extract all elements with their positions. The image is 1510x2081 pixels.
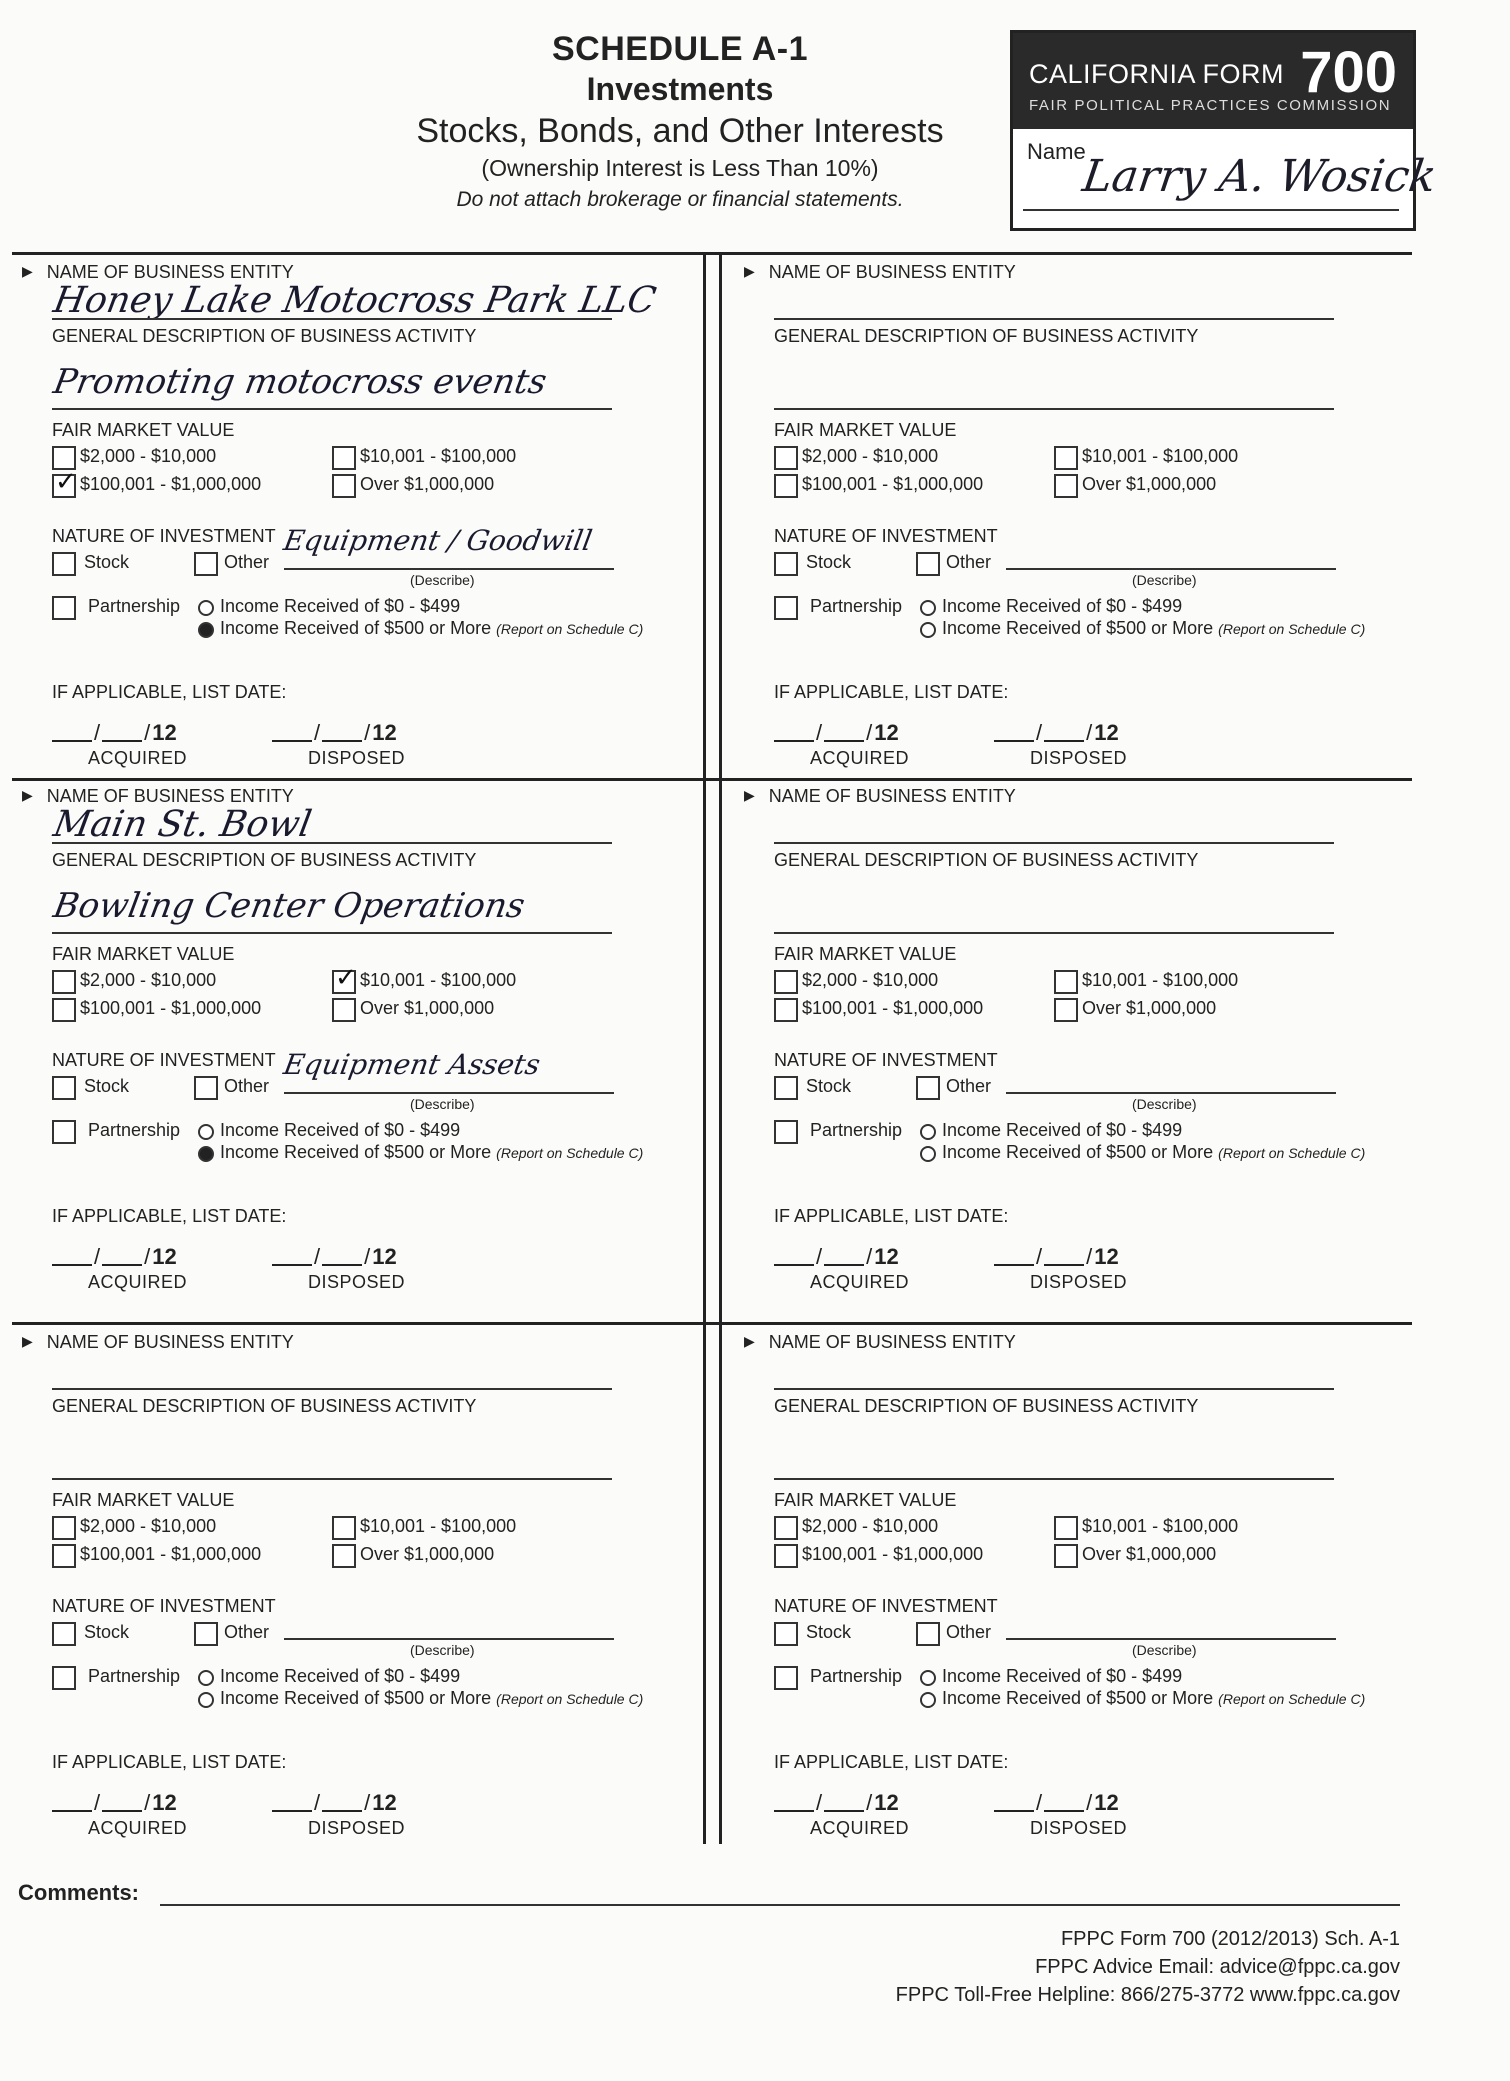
disposed-date-field[interactable]: / /12 xyxy=(994,720,1119,746)
nature-label: NATURE OF INVESTMENT xyxy=(774,1596,998,1616)
disposed-date-field[interactable]: / /12 xyxy=(994,1790,1119,1816)
income-high-label: Income Received of $500 or More (Report on Schedule C) xyxy=(220,1142,644,1162)
fmv-2000-checkbox[interactable] xyxy=(774,1516,798,1540)
partnership-label: Partnership xyxy=(810,1120,903,1140)
disposed-caption: DISPOSED xyxy=(308,1272,406,1292)
partnership-checkbox[interactable] xyxy=(52,1120,76,1144)
stock-label: Stock xyxy=(84,1622,130,1642)
partnership-checkbox[interactable] xyxy=(774,596,798,620)
other-label: Other xyxy=(224,552,270,572)
stock-checkbox[interactable] xyxy=(774,1622,798,1646)
arrow-icon: ▶ xyxy=(744,787,755,803)
acquired-caption: ACQUIRED xyxy=(810,1818,910,1838)
investment-section-1 xyxy=(22,262,682,782)
fmv-10001-checkbox[interactable] xyxy=(332,962,357,994)
acquired-date-field[interactable]: / /12 xyxy=(774,720,899,746)
fmv-label: FAIR MARKET VALUE xyxy=(774,944,957,964)
income-low-label: Income Received of $0 - $499 xyxy=(220,1666,461,1686)
fmv-label: FAIR MARKET VALUE xyxy=(52,1490,235,1510)
acquired-date-field[interactable]: / /12 xyxy=(774,1790,899,1816)
other-checkbox[interactable] xyxy=(194,552,218,576)
description-underline xyxy=(774,408,1334,410)
nature-label: NATURE OF INVESTMENT xyxy=(52,1050,276,1070)
income-low-label: Income Received of $0 - $499 xyxy=(942,1666,1183,1686)
fmv-over-1m-checkbox[interactable] xyxy=(332,1544,356,1568)
fmv-10001-label: $10,001 - $100,000 xyxy=(360,970,517,990)
description-label: GENERAL DESCRIPTION OF BUSINESS ACTIVITY xyxy=(774,326,1199,346)
fmv-100001-label: $100,001 - $1,000,000 xyxy=(802,474,984,494)
acquired-date-field[interactable]: / /12 xyxy=(52,720,177,746)
entity-label: ▶ NAME OF BUSINESS ENTITY xyxy=(22,786,294,806)
other-label: Other xyxy=(946,1076,992,1096)
other-checkbox[interactable] xyxy=(916,552,940,576)
nature-label: NATURE OF INVESTMENT xyxy=(52,526,276,546)
investment-section-5 xyxy=(22,1332,682,1852)
acquired-date-field[interactable]: / /12 xyxy=(52,1244,177,1270)
income-low-radio[interactable] xyxy=(198,1124,214,1140)
stock-checkbox[interactable] xyxy=(52,1622,76,1646)
description-label: GENERAL DESCRIPTION OF BUSINESS ACTIVITY xyxy=(774,850,1199,870)
list-date-label: IF APPLICABLE, LIST DATE: xyxy=(774,682,1009,702)
other-label: Other xyxy=(224,1076,270,1096)
entity-name-underline xyxy=(774,318,1334,320)
description-label: GENERAL DESCRIPTION OF BUSINESS ACTIVITY xyxy=(774,1396,1199,1416)
fmv-label: FAIR MARKET VALUE xyxy=(52,944,235,964)
commission-name: FAIR POLITICAL PRACTICES COMMISSION xyxy=(1029,97,1392,114)
disposed-caption: DISPOSED xyxy=(1030,1818,1128,1838)
income-high-radio[interactable] xyxy=(920,1146,936,1162)
fmv-100001-checkbox[interactable] xyxy=(52,1544,76,1568)
report-schedule-c-note: (Report on Schedule C) xyxy=(1218,1691,1366,1707)
arrow-icon: ▶ xyxy=(22,1333,33,1349)
fmv-100001-checkbox[interactable] xyxy=(774,474,798,498)
list-date-label: IF APPLICABLE, LIST DATE: xyxy=(52,1206,287,1226)
investment-section-3 xyxy=(22,786,682,1306)
describe-caption: (Describe) xyxy=(1132,1642,1197,1658)
entity-name-field[interactable]: Honey Lake Motocross Park LLC xyxy=(50,280,659,321)
fmv-10001-label: $10,001 - $100,000 xyxy=(360,1516,517,1536)
income-low-radio[interactable] xyxy=(198,600,214,616)
fmv-10001-checkbox[interactable] xyxy=(1054,970,1078,994)
other-checkbox[interactable] xyxy=(194,1622,218,1646)
fmv-100001-label: $100,001 - $1,000,000 xyxy=(802,998,984,1018)
income-low-radio[interactable] xyxy=(920,1670,936,1686)
acquired-date-field[interactable]: / /12 xyxy=(52,1790,177,1816)
other-checkbox[interactable] xyxy=(916,1622,940,1646)
acquired-caption: ACQUIRED xyxy=(810,1272,910,1292)
form-number: 700 xyxy=(1300,40,1397,105)
entity-name-field[interactable]: Main St. Bowl xyxy=(50,804,315,845)
income-low-label: Income Received of $0 - $499 xyxy=(942,1120,1183,1140)
check-mark-icon: ✓ xyxy=(335,962,357,992)
describe-caption: (Describe) xyxy=(1132,572,1197,588)
other-describe-underline xyxy=(284,1092,614,1094)
fmv-100001-label: $100,001 - $1,000,000 xyxy=(80,474,262,494)
fmv-2000-label: $2,000 - $10,000 xyxy=(80,970,217,990)
fmv-over-1m-checkbox[interactable] xyxy=(1054,474,1078,498)
investment-section-6 xyxy=(744,1332,1404,1852)
fmv-10001-checkbox[interactable] xyxy=(1054,446,1078,470)
report-schedule-c-note: (Report on Schedule C) xyxy=(496,621,644,637)
partnership-label: Partnership xyxy=(88,1120,181,1140)
footer-advice-email: FPPC Advice Email: advice@fppc.ca.gov xyxy=(1035,1956,1400,1978)
other-describe-underline xyxy=(1006,568,1336,570)
divider-top xyxy=(12,252,1412,255)
stock-label: Stock xyxy=(806,1622,852,1642)
fmv-10001-checkbox[interactable] xyxy=(1054,1516,1078,1540)
filer-name-underline xyxy=(1023,209,1399,211)
entity-name-underline xyxy=(774,1388,1334,1390)
fmv-100001-label: $100,001 - $1,000,000 xyxy=(802,1544,984,1564)
form-label: CALIFORNIA FORM xyxy=(1029,59,1285,89)
fmv-over-1m-label: Over $1,000,000 xyxy=(360,998,495,1018)
describe-caption: (Describe) xyxy=(410,572,475,588)
fmv-over-1m-label: Over $1,000,000 xyxy=(360,1544,495,1564)
title-block xyxy=(380,30,980,212)
footer xyxy=(896,1925,1400,2009)
disposed-caption: DISPOSED xyxy=(1030,1272,1128,1292)
partnership-label: Partnership xyxy=(88,1666,181,1686)
fmv-over-1m-label: Over $1,000,000 xyxy=(1082,1544,1217,1564)
income-high-label: Income Received of $500 or More (Report on Schedule C) xyxy=(942,1142,1366,1162)
disposed-caption: DISPOSED xyxy=(308,748,406,768)
fmv-over-1m-checkbox[interactable] xyxy=(332,474,356,498)
attach-notice: Do not attach brokerage or financial statements. xyxy=(456,188,904,211)
acquired-caption: ACQUIRED xyxy=(810,748,910,768)
partnership-checkbox[interactable] xyxy=(52,1666,76,1690)
comments-field[interactable] xyxy=(160,1904,1400,1906)
income-low-label: Income Received of $0 - $499 xyxy=(942,596,1183,616)
fmv-over-1m-label: Over $1,000,000 xyxy=(1082,474,1217,494)
fmv-100001-checkbox[interactable] xyxy=(52,466,77,498)
partnership-label: Partnership xyxy=(88,596,181,616)
income-high-radio[interactable] xyxy=(198,622,214,638)
fmv-10001-label: $10,001 - $100,000 xyxy=(1082,1516,1239,1536)
acquired-caption: ACQUIRED xyxy=(88,1818,188,1838)
report-schedule-c-note: (Report on Schedule C) xyxy=(496,1145,644,1161)
other-describe-field[interactable]: Equipment Assets xyxy=(281,1048,543,1081)
fmv-10001-checkbox[interactable] xyxy=(332,1516,356,1540)
investment-section-4 xyxy=(744,786,1404,1306)
income-low-radio[interactable] xyxy=(920,1124,936,1140)
stock-checkbox[interactable] xyxy=(52,552,76,576)
list-date-label: IF APPLICABLE, LIST DATE: xyxy=(774,1206,1009,1226)
income-high-label: Income Received of $500 or More (Report on Schedule C) xyxy=(220,618,644,638)
stock-label: Stock xyxy=(84,552,130,572)
form-id-box xyxy=(1010,30,1440,231)
divider-row-2 xyxy=(12,1322,1412,1325)
other-describe-field[interactable]: Equipment / Goodwill xyxy=(281,524,595,557)
report-schedule-c-note: (Report on Schedule C) xyxy=(496,1691,644,1707)
entity-label: ▶ NAME OF BUSINESS ENTITY xyxy=(744,786,1016,806)
income-high-label: Income Received of $500 or More (Report on Schedule C) xyxy=(942,1688,1366,1708)
disposed-date-field[interactable]: / /12 xyxy=(272,1790,397,1816)
filer-name-field[interactable]: Larry A. Wosick xyxy=(1079,151,1440,202)
income-high-label: Income Received of $500 or More (Report on Schedule C) xyxy=(942,618,1366,638)
divider-column xyxy=(703,252,706,1844)
fmv-2000-checkbox[interactable] xyxy=(774,446,798,470)
disposed-date-field[interactable]: / /12 xyxy=(272,1244,397,1270)
acquired-date-field[interactable]: / /12 xyxy=(774,1244,899,1270)
nature-label: NATURE OF INVESTMENT xyxy=(774,1050,998,1070)
list-date-label: IF APPLICABLE, LIST DATE: xyxy=(52,1752,287,1772)
disposed-date-field[interactable]: / /12 xyxy=(994,1244,1119,1270)
stock-checkbox[interactable] xyxy=(52,1076,76,1100)
stock-label: Stock xyxy=(84,1076,130,1096)
description-field[interactable]: Bowling Center Operations xyxy=(50,886,528,926)
nature-label: NATURE OF INVESTMENT xyxy=(52,1596,276,1616)
divider-column-2 xyxy=(719,252,722,1844)
fmv-100001-label: $100,001 - $1,000,000 xyxy=(80,1544,262,1564)
fmv-2000-label: $2,000 - $10,000 xyxy=(802,446,939,466)
report-schedule-c-note: (Report on Schedule C) xyxy=(1218,1145,1366,1161)
schedule-title: SCHEDULE A-1 xyxy=(552,30,808,68)
filer-name-label: Name xyxy=(1027,139,1086,164)
stock-checkbox[interactable] xyxy=(774,552,798,576)
entity-label: ▶ NAME OF BUSINESS ENTITY xyxy=(744,1332,1016,1352)
other-describe-underline xyxy=(284,1638,614,1640)
fmv-2000-label: $2,000 - $10,000 xyxy=(802,1516,939,1536)
fmv-2000-checkbox[interactable] xyxy=(52,1516,76,1540)
other-describe-underline xyxy=(284,568,614,570)
fmv-10001-label: $10,001 - $100,000 xyxy=(360,446,517,466)
comments-label: Comments: xyxy=(18,1880,140,1905)
fmv-2000-checkbox[interactable] xyxy=(52,970,76,994)
income-low-label: Income Received of $0 - $499 xyxy=(220,596,461,616)
fmv-10001-checkbox[interactable] xyxy=(332,446,356,470)
income-high-radio[interactable] xyxy=(198,1692,214,1708)
fmv-over-1m-checkbox[interactable] xyxy=(1054,998,1078,1022)
list-date-label: IF APPLICABLE, LIST DATE: xyxy=(52,682,287,702)
arrow-icon: ▶ xyxy=(744,1333,755,1349)
income-high-radio[interactable] xyxy=(920,1692,936,1708)
list-date-label: IF APPLICABLE, LIST DATE: xyxy=(774,1752,1009,1772)
description-underline xyxy=(774,1478,1334,1480)
stock-label: Stock xyxy=(806,552,852,572)
other-label: Other xyxy=(946,552,992,572)
description-field[interactable]: Promoting motocross events xyxy=(50,362,550,402)
investment-section-2 xyxy=(744,262,1404,782)
description-label: GENERAL DESCRIPTION OF BUSINESS ACTIVITY xyxy=(52,326,477,346)
fmv-2000-label: $2,000 - $10,000 xyxy=(80,1516,217,1536)
other-label: Other xyxy=(946,1622,992,1642)
fmv-100001-label: $100,001 - $1,000,000 xyxy=(80,998,262,1018)
entity-label: ▶ NAME OF BUSINESS ENTITY xyxy=(22,262,294,282)
partnership-label: Partnership xyxy=(810,1666,903,1686)
entity-name-underline xyxy=(52,842,612,844)
income-low-radio[interactable] xyxy=(198,1670,214,1686)
income-low-radio[interactable] xyxy=(920,600,936,616)
fmv-100001-checkbox[interactable] xyxy=(52,998,76,1022)
stock-label: Stock xyxy=(806,1076,852,1096)
fmv-over-1m-label: Over $1,000,000 xyxy=(1082,998,1217,1018)
check-mark-icon: ✓ xyxy=(55,466,77,496)
arrow-icon: ▶ xyxy=(22,787,33,803)
other-label: Other xyxy=(224,1622,270,1642)
income-high-radio[interactable] xyxy=(198,1146,214,1162)
other-describe-underline xyxy=(1006,1092,1336,1094)
arrow-icon: ▶ xyxy=(744,263,755,279)
fmv-over-1m-checkbox[interactable] xyxy=(332,998,356,1022)
describe-caption: (Describe) xyxy=(410,1096,475,1112)
schedule-subtitle: Stocks, Bonds, and Other Interests xyxy=(416,112,944,150)
disposed-caption: DISPOSED xyxy=(308,1818,406,1838)
fmv-over-1m-checkbox[interactable] xyxy=(1054,1544,1078,1568)
partnership-checkbox[interactable] xyxy=(52,596,76,620)
arrow-icon: ▶ xyxy=(22,263,33,279)
footer-form-ref: FPPC Form 700 (2012/2013) Sch. A-1 xyxy=(1060,1928,1400,1950)
description-underline xyxy=(52,408,612,410)
ownership-note: (Ownership Interest is Less Than 10%) xyxy=(481,155,879,181)
description-label: GENERAL DESCRIPTION OF BUSINESS ACTIVITY xyxy=(52,1396,477,1416)
stock-checkbox[interactable] xyxy=(774,1076,798,1100)
description-underline xyxy=(52,932,612,934)
fmv-2000-label: $2,000 - $10,000 xyxy=(802,970,939,990)
fmv-over-1m-label: Over $1,000,000 xyxy=(360,474,495,494)
entity-name-underline xyxy=(52,1388,612,1390)
entity-name-underline xyxy=(52,318,612,320)
nature-label: NATURE OF INVESTMENT xyxy=(774,526,998,546)
fmv-label: FAIR MARKET VALUE xyxy=(774,1490,957,1510)
other-describe-underline xyxy=(1006,1638,1336,1640)
income-low-label: Income Received of $0 - $499 xyxy=(220,1120,461,1140)
fmv-10001-label: $10,001 - $100,000 xyxy=(1082,446,1239,466)
income-high-label: Income Received of $500 or More (Report on Schedule C) xyxy=(220,1688,644,1708)
fmv-100001-checkbox[interactable] xyxy=(774,1544,798,1568)
describe-caption: (Describe) xyxy=(1132,1096,1197,1112)
fmv-label: FAIR MARKET VALUE xyxy=(774,420,957,440)
description-label: GENERAL DESCRIPTION OF BUSINESS ACTIVITY xyxy=(52,850,477,870)
fmv-2000-checkbox[interactable] xyxy=(774,970,798,994)
fmv-10001-label: $10,001 - $100,000 xyxy=(1082,970,1239,990)
footer-helpline: FPPC Toll-Free Helpline: 866/275-3772 www.fppc.ca.gov xyxy=(895,1984,1400,2006)
fmv-label: FAIR MARKET VALUE xyxy=(52,420,235,440)
other-checkbox[interactable] xyxy=(194,1076,218,1100)
description-underline xyxy=(774,932,1334,934)
describe-caption: (Describe) xyxy=(410,1642,475,1658)
fmv-2000-label: $2,000 - $10,000 xyxy=(80,446,217,466)
income-high-radio[interactable] xyxy=(920,622,936,638)
description-underline xyxy=(52,1478,612,1480)
other-checkbox[interactable] xyxy=(916,1076,940,1100)
report-schedule-c-note: (Report on Schedule C) xyxy=(1218,621,1366,637)
entity-label: ▶ NAME OF BUSINESS ENTITY xyxy=(744,262,1016,282)
form-header-bar xyxy=(1013,33,1413,129)
schedule-subject: Investments xyxy=(586,71,774,107)
entity-name-underline xyxy=(774,842,1334,844)
partnership-checkbox[interactable] xyxy=(774,1120,798,1144)
disposed-caption: DISPOSED xyxy=(1030,748,1128,768)
partnership-label: Partnership xyxy=(810,596,903,616)
acquired-caption: ACQUIRED xyxy=(88,748,188,768)
partnership-checkbox[interactable] xyxy=(774,1666,798,1690)
entity-label: ▶ NAME OF BUSINESS ENTITY xyxy=(22,1332,294,1352)
disposed-date-field[interactable]: / /12 xyxy=(272,720,397,746)
fmv-100001-checkbox[interactable] xyxy=(774,998,798,1022)
acquired-caption: ACQUIRED xyxy=(88,1272,188,1292)
